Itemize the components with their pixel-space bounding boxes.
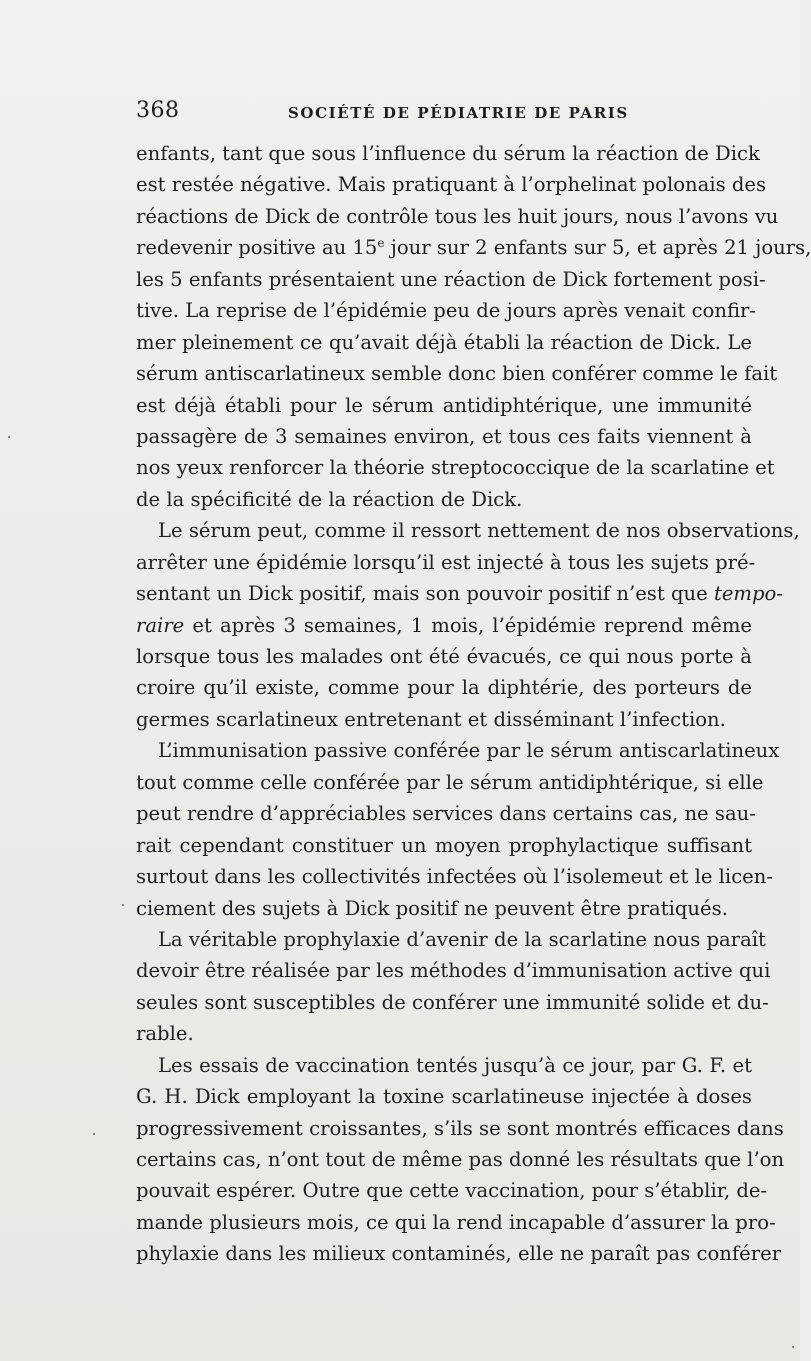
text-line: passagère de 3 semaines environ, et tous ces faits viennent à (136, 424, 752, 448)
text-line: arrêter une épidémie lorsqu’il est injecté à tous les sujets pré- (136, 550, 756, 574)
body-text (136, 138, 811, 1270)
text-line: croire qu’il existe, comme pour la diphtérie, des porteurs de (136, 676, 752, 700)
text-line: est déjà établi pour le sérum antidiphtérique, une immunité (136, 393, 752, 417)
text-line: réactions de Dick de contrôle tous les huit jours, nous l’avons vu (136, 204, 779, 228)
text-line (136, 610, 752, 641)
text-line-paragraph-start: Le sérum peut, comme il ressort nettement de nos observations, (158, 519, 800, 543)
text-line (136, 578, 783, 609)
text-line: peut rendre d’appréciables services dans certains cas, ne sau- (136, 802, 756, 826)
text-line-paragraph-end: germes scarlatineux entretenant et disséminant l’infection. (136, 707, 726, 731)
text-line: devoir être réalisée par les méthodes d’immunisation active qui (136, 959, 771, 983)
text-segment: sentant un Dick positif, mais son pouvoir positif n’est que (136, 582, 714, 606)
text-line: mer pleinement ce qu’avait déjà établi la réaction de Dick. Le (136, 330, 752, 354)
italic-text: raire (136, 613, 185, 637)
text-line: tive. La reprise de l’épidémie peu de jours après venait confir- (136, 299, 757, 323)
page-number: 368 (136, 98, 180, 123)
text-line: enfants, tant que sous l’influence du sérum la réaction de Dick (136, 142, 760, 165)
text-line: progressivement croissantes, s’ils se sont montrés efficaces dans (136, 1116, 784, 1140)
text-segment: et après 3 semaines, 1 mois, l’épidémie reprend même (184, 613, 752, 637)
text-line-paragraph-start: La véritable prophylaxie d’avenir de la scarlatine nous paraît (158, 927, 766, 951)
text-line: surtout dans les collectivités infectées où l’isolemeut et le licen- (136, 865, 774, 889)
text-line: pouvait espérer. Outre que cette vaccination, pour s’établir, de- (136, 1179, 768, 1203)
italic-text: tempo- (713, 582, 783, 606)
text-line-paragraph-end: de la spécificité de la réaction de Dick. (136, 487, 523, 511)
text-line: G. H. Dick employant la toxine scarlatineuse injectée à doses (136, 1085, 752, 1109)
running-head: SOCIÉTÉ DE PÉDIATRIE DE PARIS (288, 104, 629, 122)
text-line: lorsque tous les malades ont été évacués, ce qui nous porte à (136, 645, 752, 668)
text-line: mande plusieurs mois, ce qui la rend incapable d’assurer la pro- (136, 1210, 776, 1234)
paper-speck (792, 1346, 794, 1348)
text-line: les 5 enfants présentaient une réaction de Dick fortement posi- (136, 267, 766, 291)
text-line: sérum antiscarlatineux semble donc bien conférer comme le fait (136, 362, 778, 386)
text-line: tout comme celle conférée par le sérum antidiphtérique, si elle (136, 770, 764, 794)
text-line-paragraph-start: L’immunisation passive conférée par le sérum antiscarlatineux (158, 739, 780, 763)
text-line: phylaxie dans les milieux contaminés, elle ne paraît pas conférer (136, 1242, 782, 1266)
text-line (136, 232, 811, 263)
text-line: est restée négative. Mais pratiquant à l’orphelinat polonais des (136, 173, 767, 197)
text-segment: jour sur 2 enfants sur 5, et après 21 jours, (384, 236, 811, 260)
paper-speck (8, 436, 10, 438)
paper-speck (93, 1133, 95, 1135)
text-line-paragraph-end: ciement des sujets à Dick positif ne peuvent être pratiqués. (136, 896, 728, 920)
text-line: certains cas, n’ont tout de même pas donné les résultats que l’on (136, 1148, 785, 1171)
text-line: nos yeux renforcer la théorie streptococcique de la scarlatine et (136, 456, 775, 480)
paper-speck (122, 904, 124, 906)
text-line-paragraph-start: Les essais de vaccination tentés jusqu’à ce jour, par G. F. et (158, 1053, 752, 1077)
text-line: rait cependant constituer un moyen prophylactique suffisant (136, 833, 752, 857)
text-line: seules sont susceptibles de conférer une immunité solide et du- (136, 990, 769, 1014)
superscript: e (377, 236, 385, 251)
page-header (136, 98, 752, 128)
text-line-paragraph-end: rable. (136, 1022, 194, 1046)
text-segment: redevenir positive au 15 (136, 236, 378, 260)
